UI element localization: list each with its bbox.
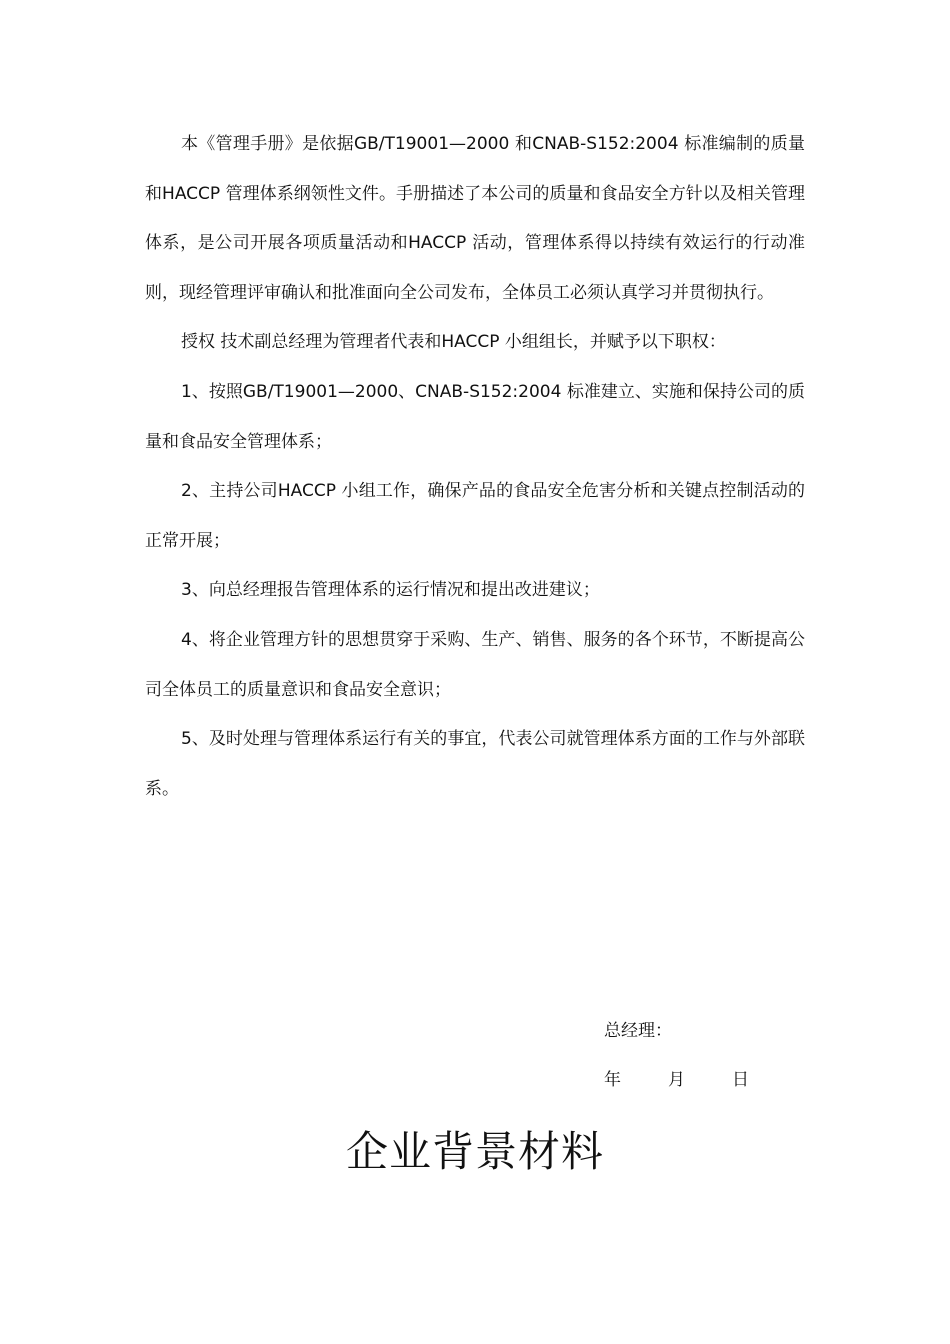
duty-item-3: 3、向总经理报告管理体系的运行情况和提出改进建议； [181, 580, 600, 601]
duty-item-1: 1、按照GB/T19001—2000、CNAB-S152:2004 标准建立、实施和保持公司的质量和食品安全管理体系； [145, 381, 805, 452]
date-month-label: 月 [668, 1070, 685, 1090]
duty-item-2: 2、主持公司HACCP 小组工作，确保产品的食品安全危害分析和关键点控制活动的正常开展； [145, 481, 805, 551]
duty-item-4: 4、将企业管理方针的思想贯穿于采购、生产、销售、服务的各个环节，不断提高公司全体员工的质量意识和食品安全意识； [145, 629, 805, 700]
date-day-label: 日 [732, 1070, 749, 1090]
duty-item-5: 5、及时处理与管理体系运行有关的事宜，代表公司就管理体系方面的工作与外部联系。 [145, 729, 805, 799]
paragraph-intro: 本《管理手册》是依据GB/T19001—2000 和CNAB-S152:2004 标准编制的质量和HACCP 管理体系纲领性文件。手册描述了本公司的质量和食品安全方针以及相关管理体系，是公司开展各项质量活动和HACCP 活动，管理体系得以持续有效运行的行动准则，现经管理评审确认和批准面向全公司发布，全体员工必须认真学习并贯彻执行。 [145, 134, 805, 303]
date-year-label: 年 [604, 1070, 621, 1090]
signature-block [604, 1007, 854, 1105]
date-line [604, 1056, 854, 1105]
general-manager-label: 总经理： [604, 1021, 672, 1041]
section-title: 企业背景材料 [345, 1127, 604, 1176]
manual-preface [145, 120, 805, 814]
paragraph-authorization: 授权 技术副总经理为管理者代表和HACCP 小组组长，并赋予以下职权： [181, 332, 726, 353]
